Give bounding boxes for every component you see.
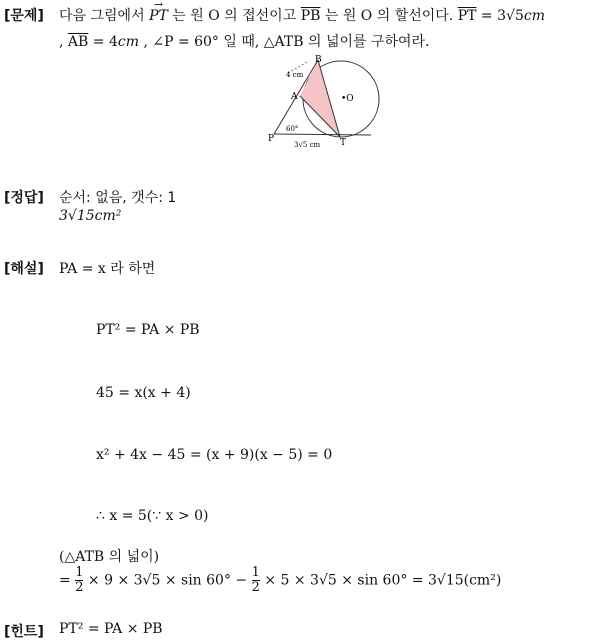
fraction-half-1 (75, 566, 83, 595)
ab-value: = 4 (88, 34, 118, 50)
term-2: × 5 × 3√5 × sin 60° = 3√15(cm²) (264, 572, 502, 589)
solution-step-4: x² + 4x − 45 = (x + 9)(x − 5) = 0 (96, 447, 333, 463)
label-t: T (340, 138, 347, 148)
denominator: 2 (251, 580, 260, 595)
label-4cm: 4 cm (286, 71, 304, 79)
problem-line-1 (59, 5, 545, 25)
segment-ab: $\overline{AB}$ (67, 34, 89, 50)
solution-step-5: ∴ x = 5(∵ x > 0) (96, 508, 209, 524)
solution-step-2: PT² = PA × PB (96, 322, 200, 338)
solution-step-3: 45 = x(x + 4) (96, 385, 191, 401)
label-o: •O (341, 94, 354, 104)
answer-line-2: 3√15cm² (59, 208, 122, 224)
hint-label: [힌트] (4, 624, 44, 640)
segment-pt: $\overline{PT}$ (457, 8, 477, 24)
pt-value: = 3√5 (476, 8, 524, 24)
problem-text-4: , ∠P = 60° 일 때, △ATB 의 넓이를 구하여라. (143, 34, 430, 50)
geometry-figure (268, 55, 383, 150)
label-a: A (291, 92, 298, 102)
comma: , (59, 34, 64, 50)
problem-line-2 (59, 31, 430, 51)
hint-text: PT² = PA × PB (59, 621, 163, 637)
problem-text-2: 는 원 O 의 접선이고 (172, 8, 297, 24)
label-b: B (315, 55, 322, 65)
denominator: 2 (75, 580, 84, 595)
fraction-half-2 (252, 566, 260, 595)
solution-step-1: PA = x 라 하면 (59, 261, 156, 277)
solution-step-7 (59, 566, 501, 595)
unit-cm-1: cm (523, 8, 545, 24)
vector-pt: → PT (149, 8, 168, 24)
label-p: P (268, 134, 275, 144)
label-60: 60° (286, 125, 299, 133)
solution-step-6: (△ATB 의 넓이) (59, 549, 160, 565)
numerator: 1 (251, 565, 260, 580)
numerator: 1 (75, 565, 84, 580)
term-1: × 9 × 3√5 × sin 60° − (87, 572, 248, 589)
triangle-atb (300, 60, 340, 137)
problem-text-3: 는 원 O 의 할선이다. (324, 8, 454, 24)
equals-sign: = (59, 572, 71, 589)
segment-pb: $\overline{PB}$ (300, 8, 321, 24)
label-3root5: 3√5 cm (294, 141, 321, 149)
answer-line-1: 순서: 없음, 갯수: 1 (59, 190, 177, 206)
unit-cm-2: cm (117, 34, 139, 50)
problem-label: [문제] (4, 8, 44, 24)
answer-label: [정답] (4, 190, 44, 206)
solution-label: [해설] (4, 261, 44, 277)
problem-text-1: 다음 그림에서 (59, 8, 145, 24)
